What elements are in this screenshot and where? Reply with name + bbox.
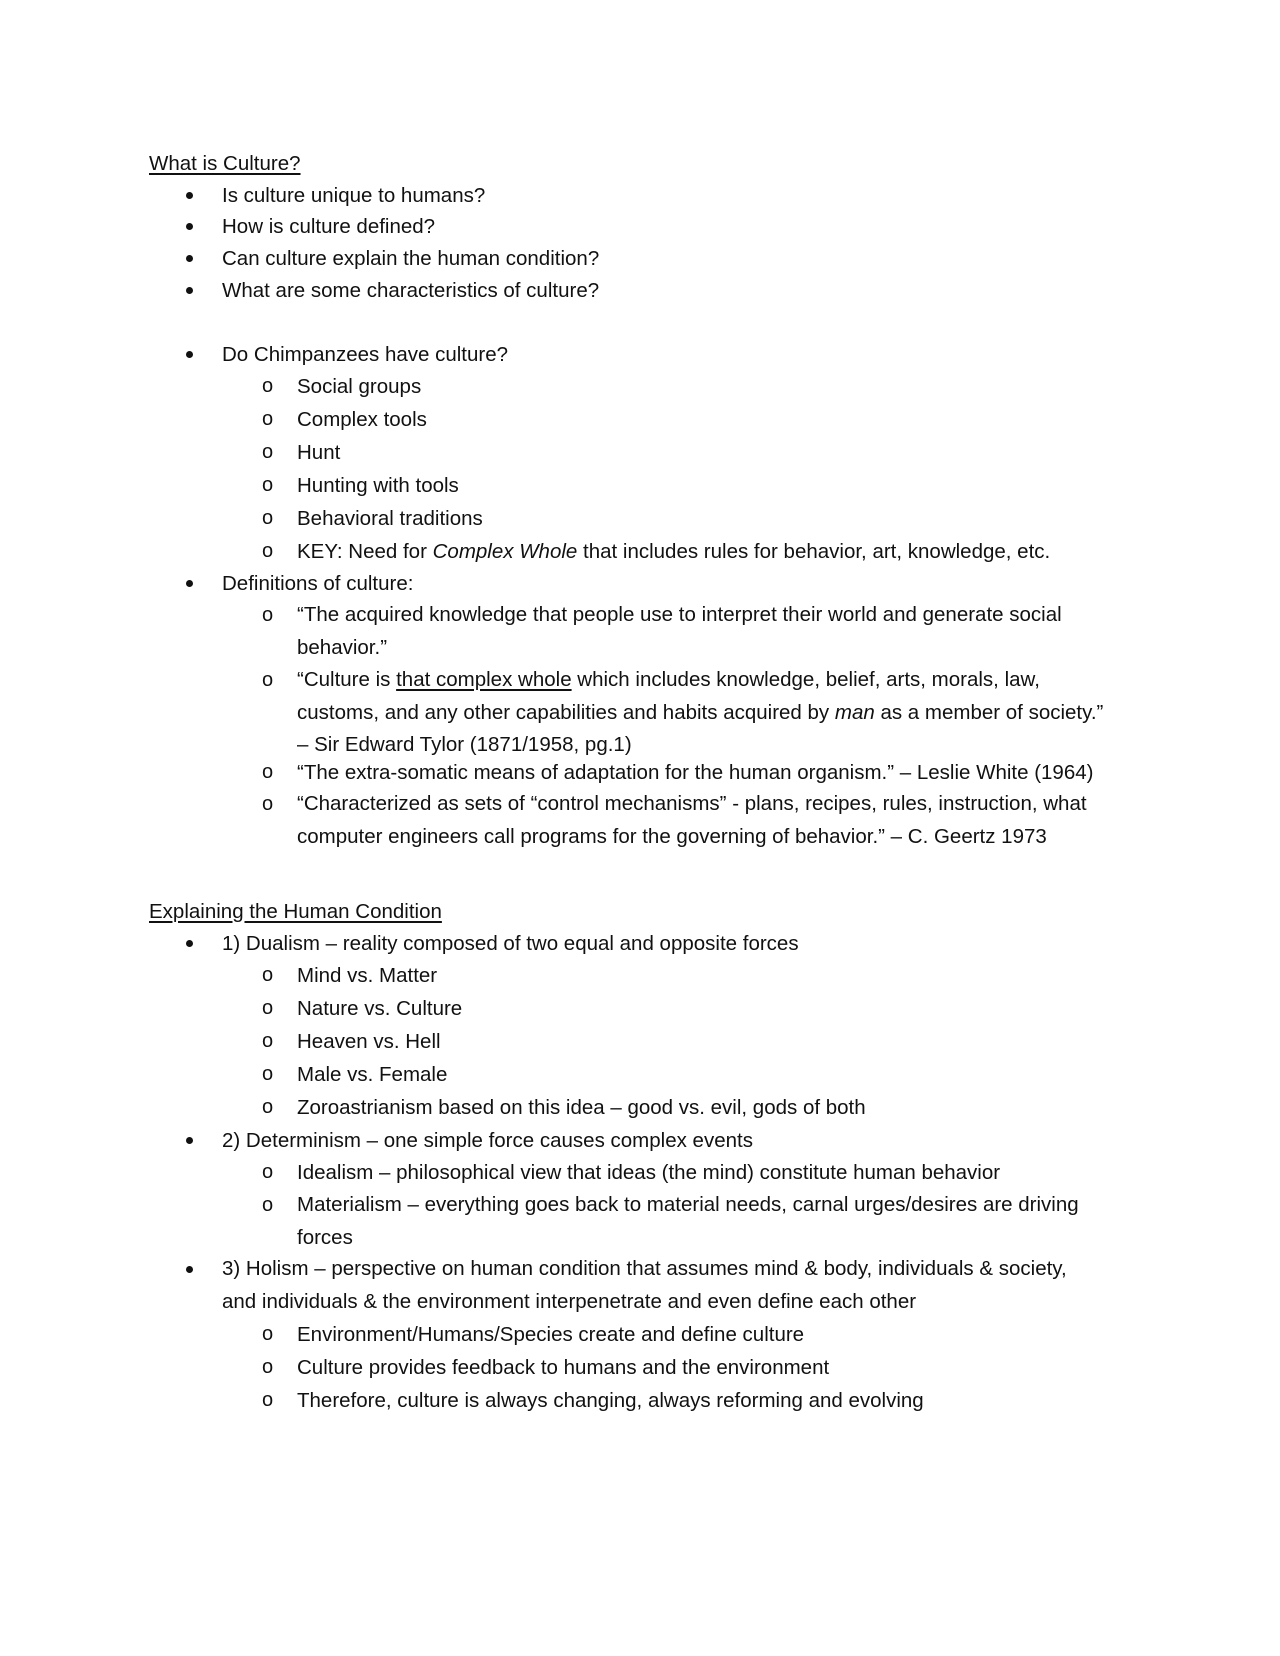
bullet-icon <box>183 215 195 235</box>
sub-list-item-text: Culture provides feedback to humans and the environment <box>297 1356 830 1379</box>
circle-bullet-icon: o <box>262 997 274 1019</box>
circle-bullet-icon: o <box>262 1063 274 1085</box>
definition-underlined-term: that complex whole <box>396 668 572 691</box>
bullet-icon <box>183 279 195 299</box>
sub-list-item-text: Mind vs. Matter <box>297 964 438 987</box>
key-prefix: KEY: Need for <box>297 540 433 563</box>
circle-bullet-icon: o <box>262 669 274 691</box>
circle-bullet-icon: o <box>262 474 274 496</box>
sub-list-item-text: Environment/Humans/Species create and define culture <box>297 1323 805 1346</box>
circle-bullet-icon: o <box>262 1389 274 1411</box>
circle-bullet-icon: o <box>262 1323 274 1345</box>
circle-bullet-icon: o <box>262 1356 274 1378</box>
circle-bullet-icon: o <box>262 375 274 397</box>
definition-italic-term: man <box>834 700 875 724</box>
list-item-text: 2) Determinism – one simple force causes complex events <box>222 1129 753 1152</box>
definition-text: “The extra-somatic means of adaptation for the human organism.” – Leslie White (1964) <box>297 761 1094 784</box>
list-item-text: Definitions of culture: <box>222 572 414 595</box>
definition-part: “Culture is <box>297 668 397 691</box>
key-suffix: that includes rules for behavior, art, knowledge, etc. <box>577 540 1051 563</box>
definition-text: “Characterized as sets of “control mechanisms” - plans, recipes, rules, instruction, what computer engineers call programs for the governing of behavior.” – C. Geertz 1973 <box>297 792 1087 848</box>
circle-bullet-icon: o <box>262 793 274 815</box>
sub-list-item-text: Hunt <box>297 441 341 464</box>
list-item-text: 3) Holism – perspective on human condition that assumes mind & body, individuals & society, and individuals & the environment interpenetrate and even define each other <box>222 1257 1067 1313</box>
list-item-text: 1) Dualism – reality composed of two equal and opposite forces <box>222 932 799 955</box>
definition-text: “The acquired knowledge that people use to interpret their world and generate social behavior.” <box>297 603 1062 659</box>
sub-list-item-text: Social groups <box>297 375 422 398</box>
sub-list-item-text: Materialism – everything goes back to material needs, carnal urges/desires are driving forces <box>297 1193 1079 1249</box>
definition-part: as a member of society.” – Sir Edward Tylor (1871/1958, pg.1) <box>297 700 1104 756</box>
key-italic-term: Complex Whole <box>432 540 578 563</box>
section-heading-what-is-culture: What is Culture? <box>149 152 301 175</box>
circle-bullet-icon: o <box>262 964 274 986</box>
list-item-text: Can culture explain the human condition? <box>222 247 600 270</box>
bullet-icon <box>183 1258 195 1278</box>
sub-list-item-text: Behavioral traditions <box>297 507 483 530</box>
sub-list-item-text: Idealism – philosophical view that ideas (the mind) constitute human behavior <box>297 1161 1001 1184</box>
circle-bullet-icon: o <box>262 1161 274 1183</box>
list-item-text: How is culture defined? <box>222 215 436 238</box>
definition-part: which includes knowledge, belief, arts, morals, law, customs, and any other capabilities and habits acquired by <box>297 668 1040 724</box>
bullet-icon <box>183 572 195 592</box>
section-heading-human-condition: Explaining the Human Condition <box>149 900 442 923</box>
list-item-text: Do Chimpanzees have culture? <box>222 343 509 366</box>
sub-list-item-text: Complex tools <box>297 408 427 431</box>
circle-bullet-icon: o <box>262 1096 274 1118</box>
sub-list-item-text: Heaven vs. Hell <box>297 1030 441 1053</box>
circle-bullet-icon: o <box>262 604 274 626</box>
list-item-text: What are some characteristics of culture? <box>222 279 600 302</box>
bullet-icon <box>183 343 195 363</box>
list-item-text: Is culture unique to humans? <box>222 184 486 207</box>
circle-bullet-icon: o <box>262 761 274 783</box>
circle-bullet-icon: o <box>262 507 274 529</box>
definition-text <box>297 664 1117 762</box>
bullet-icon <box>183 1129 195 1149</box>
bullet-icon <box>183 932 195 952</box>
sub-list-item-text: Hunting with tools <box>297 474 459 497</box>
sub-list-item-text: Male vs. Female <box>297 1063 448 1086</box>
circle-bullet-icon: o <box>262 1030 274 1052</box>
sub-list-item-text: Zoroastrianism based on this idea – good vs. evil, gods of both <box>297 1096 866 1119</box>
sub-list-item-text: Therefore, culture is always changing, always reforming and evolving <box>297 1389 924 1412</box>
bullet-icon <box>183 247 195 267</box>
circle-bullet-icon: o <box>262 441 274 463</box>
bullet-icon <box>183 184 195 204</box>
sub-list-item-text <box>297 540 1050 564</box>
sub-list-item-text: Nature vs. Culture <box>297 997 463 1020</box>
circle-bullet-icon: o <box>262 1194 274 1216</box>
circle-bullet-icon: o <box>262 408 274 430</box>
circle-bullet-icon: o <box>262 540 274 562</box>
